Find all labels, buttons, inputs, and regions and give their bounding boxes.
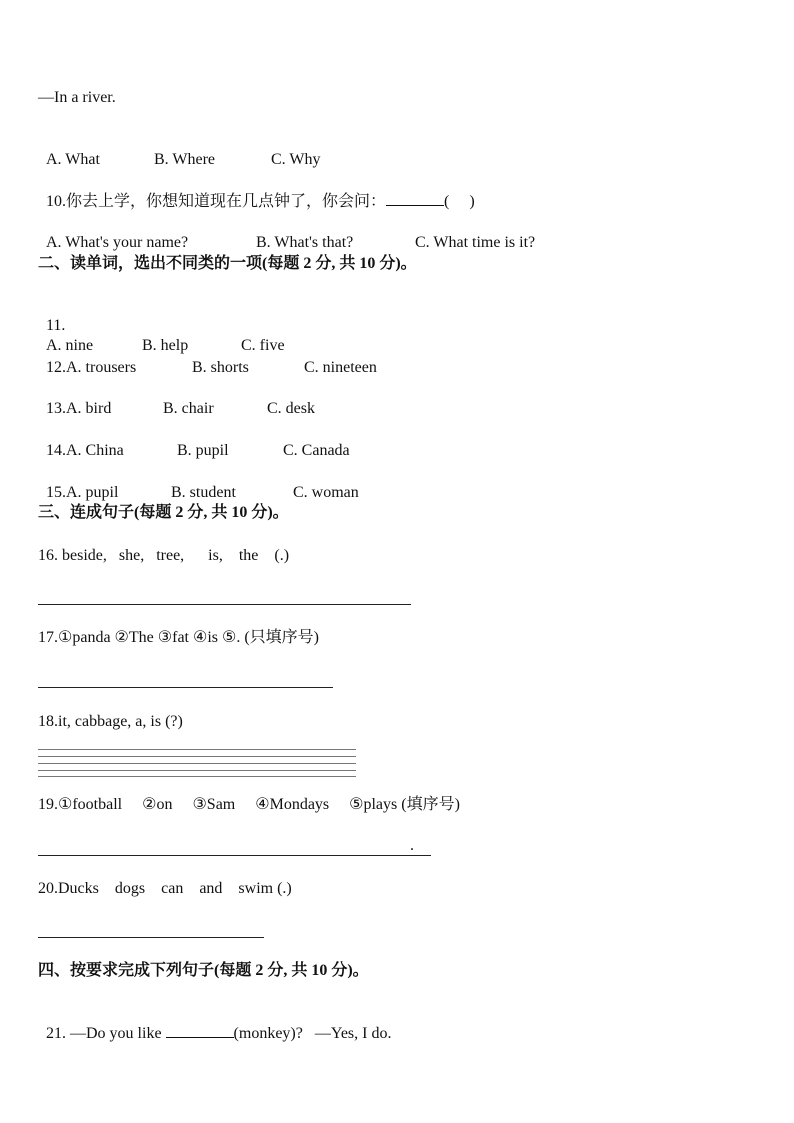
section4-title: 四、按要求完成下列句子(每题 2 分, 共 10 分)。 — [38, 962, 369, 979]
q10-option-c: C. What time is it? — [415, 234, 536, 251]
q13-number: 13. — [46, 400, 66, 417]
q13-option-c: C. desk — [267, 400, 315, 417]
q21-hint: (monkey)? — [233, 1025, 303, 1042]
q10-option-a: A. What's your name? — [46, 234, 189, 251]
q14-option-c: C. Canada — [283, 442, 350, 459]
q15-number: 15. — [46, 484, 66, 501]
q21-number: 21. — [46, 1025, 66, 1042]
q9-option-c: C. Why — [271, 151, 321, 168]
q10-answer-blank[interactable] — [386, 191, 444, 206]
q13-item — [38, 379, 315, 419]
q13-option-b: B. chair — [163, 400, 214, 417]
q11-number: 11. — [46, 317, 66, 334]
q13-option-a: A. bird — [66, 400, 112, 417]
q10-options — [38, 213, 535, 253]
q15-item — [38, 463, 359, 503]
q12-item — [38, 338, 377, 378]
q16-question: 16. beside, she, tree, is, the (.) — [38, 547, 290, 564]
q21-answer-blank[interactable] — [166, 1023, 234, 1038]
q9-option-b: B. Where — [154, 151, 216, 168]
q9-option-a: A. What — [46, 151, 100, 168]
q18-writing-line-2 — [38, 756, 356, 757]
q12-option-b: B. shorts — [192, 359, 249, 376]
q19-question: 19.①football ②on ③Sam ④Mondays ⑤plays (填序号) — [38, 796, 460, 813]
q18-writing-line-4 — [38, 770, 356, 771]
q21-part2: —Yes, I do. — [302, 1025, 392, 1042]
q11-option-a: A. nine — [46, 337, 94, 354]
q17-question: 17.①panda ②The ③fat ④is ⑤. (只填序号) — [38, 629, 320, 646]
q18-question: 18.it, cabbage, a, is (?) — [38, 713, 183, 730]
q20-question: 20.Ducks dogs can and swim (.) — [38, 880, 292, 897]
q15-option-a: A. pupil — [66, 484, 119, 501]
q9-options — [38, 130, 320, 170]
q12-option-c: C. nineteen — [304, 359, 377, 376]
q19-period: . — [410, 837, 414, 854]
q14-item — [38, 421, 350, 461]
q19-answer-line[interactable] — [38, 855, 431, 856]
q21-part1: —Do you like — [66, 1025, 166, 1042]
q12-option-a: A. trousers — [66, 359, 137, 376]
q14-number: 14. — [46, 442, 66, 459]
q10-option-b: B. What's that? — [256, 234, 354, 251]
q10-question — [38, 171, 475, 212]
q9-answer-text: —In a river. — [38, 89, 116, 106]
q16-answer-line[interactable] — [38, 604, 411, 605]
section2-title: 二、读单词，选出不同类的一项(每题 2 分, 共 10 分)。 — [38, 255, 417, 272]
q18-writing-line-1 — [38, 749, 356, 750]
q12-number: 12. — [46, 359, 66, 376]
q14-option-b: B. pupil — [177, 442, 229, 459]
q20-answer-line[interactable] — [38, 937, 264, 938]
q21-question — [38, 1003, 391, 1044]
section3-title: 三、连成句子(每题 2 分, 共 10 分)。 — [38, 504, 289, 521]
q18-writing-line-5 — [38, 776, 356, 777]
q11-option-c: C. five — [241, 337, 285, 354]
q17-answer-line[interactable] — [38, 687, 333, 688]
q10-paren: ( ) — [444, 193, 475, 210]
q18-writing-line-3 — [38, 763, 356, 764]
q15-option-b: B. student — [171, 484, 236, 501]
q10-prompt: 10.你去上学，你想知道现在几点钟了，你会问： — [46, 193, 387, 210]
q11-option-b: B. help — [142, 337, 189, 354]
q14-option-a: A. China — [66, 442, 124, 459]
q15-option-c: C. woman — [293, 484, 359, 501]
